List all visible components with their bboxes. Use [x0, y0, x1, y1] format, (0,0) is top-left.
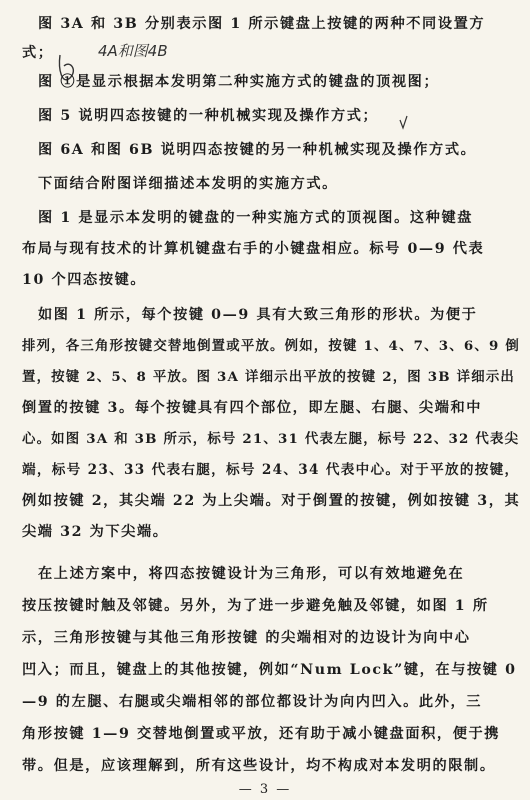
- text-line-21: 凹入；而且，键盘上的其他按键，例如“Num Lock”键，在与按键 0: [22, 662, 517, 678]
- text-line-7: 图 1 是显示本发明的键盘的一种实施方式的顶视图。这种键盘: [38, 210, 474, 226]
- text-line-22: —9 的左腿、右腿或尖端相邻的部位都设计为向内凹入。此外，三: [22, 694, 483, 710]
- text-line-4: 图 5 说明四态按键的一种机械实现及操作方式；: [38, 108, 379, 124]
- text-line-8: 布局与现有技术的计算机键盘右手的小键盘相应。标号 0—9 代表: [22, 241, 485, 257]
- tick-mark: [400, 116, 407, 128]
- text-line-10: 如图 1 所示，每个按键 0—9 具有大致三角形的形状。为便于: [38, 307, 478, 323]
- text-line-5: 图 6A 和图 6B 说明四态按键的另一种机械实现及操作方式。: [38, 142, 477, 158]
- text-line-9: 10 个四态按键。: [22, 272, 147, 288]
- text-line-19: 按压按键时触及邻键。另外，为了进一步避免触及邻键，如图 1 所: [22, 598, 489, 614]
- page-number: — 3 —: [238, 782, 292, 797]
- text-line-20: 示，三角形按键与其他三角形按键 的尖端相对的边设计为向中心: [22, 630, 471, 646]
- text-line-23: 角形按键 1—9 交替地倒置或平放，还有助于减小键盘面积，便于携: [22, 726, 501, 742]
- text-line-12: 置，按键 2、5、8 平放。图 3A 详细示出平放的按键 2，图 3B 详细示出: [22, 369, 516, 385]
- text-line-13: 倒置的按键 3。每个按键具有四个部位，即左腿、右腿、尖端和中: [22, 400, 483, 416]
- text-line-14: 心。如图 3A 和 3B 所示，标号 21、31 代表左腿，标号 22、32 代表尖: [22, 431, 520, 447]
- text-line-2: 式；: [22, 45, 54, 61]
- text-line-3: 图 ①是显示根据本发明第二种实施方式的键盘的顶视图；: [38, 74, 440, 90]
- text-line-6: 下面结合附图详细描述本发明的实施方式。: [38, 176, 338, 192]
- text-line-15: 端，标号 23、33 代表右腿，标号 24、34 代表中心。对于平放的按键，: [22, 462, 520, 478]
- text-line-11: 排列，各三角形按键交替地倒置或平放。例如，按键 1、4、7、3、6、9 倒: [22, 338, 520, 354]
- text-line-17: 尖端 32 为下尖端。: [22, 524, 169, 540]
- text-line-24: 带。但是，应该理解到，所有这些设计，均不构成对本发明的限制。: [22, 758, 496, 774]
- text-line-18: 在上述方案中，将四态按键设计为三角形，可以有效地避免在: [38, 566, 465, 582]
- text-line-16: 例如按键 2，其尖端 22 为上尖端。对于倒置的按键，例如按键 3，其: [22, 493, 521, 509]
- text-line-1: 图 3A 和 3B 分别表示图 1 所示键盘上按键的两种不同设置方: [38, 16, 486, 32]
- handwritten-note: 4A和图4B: [98, 42, 168, 60]
